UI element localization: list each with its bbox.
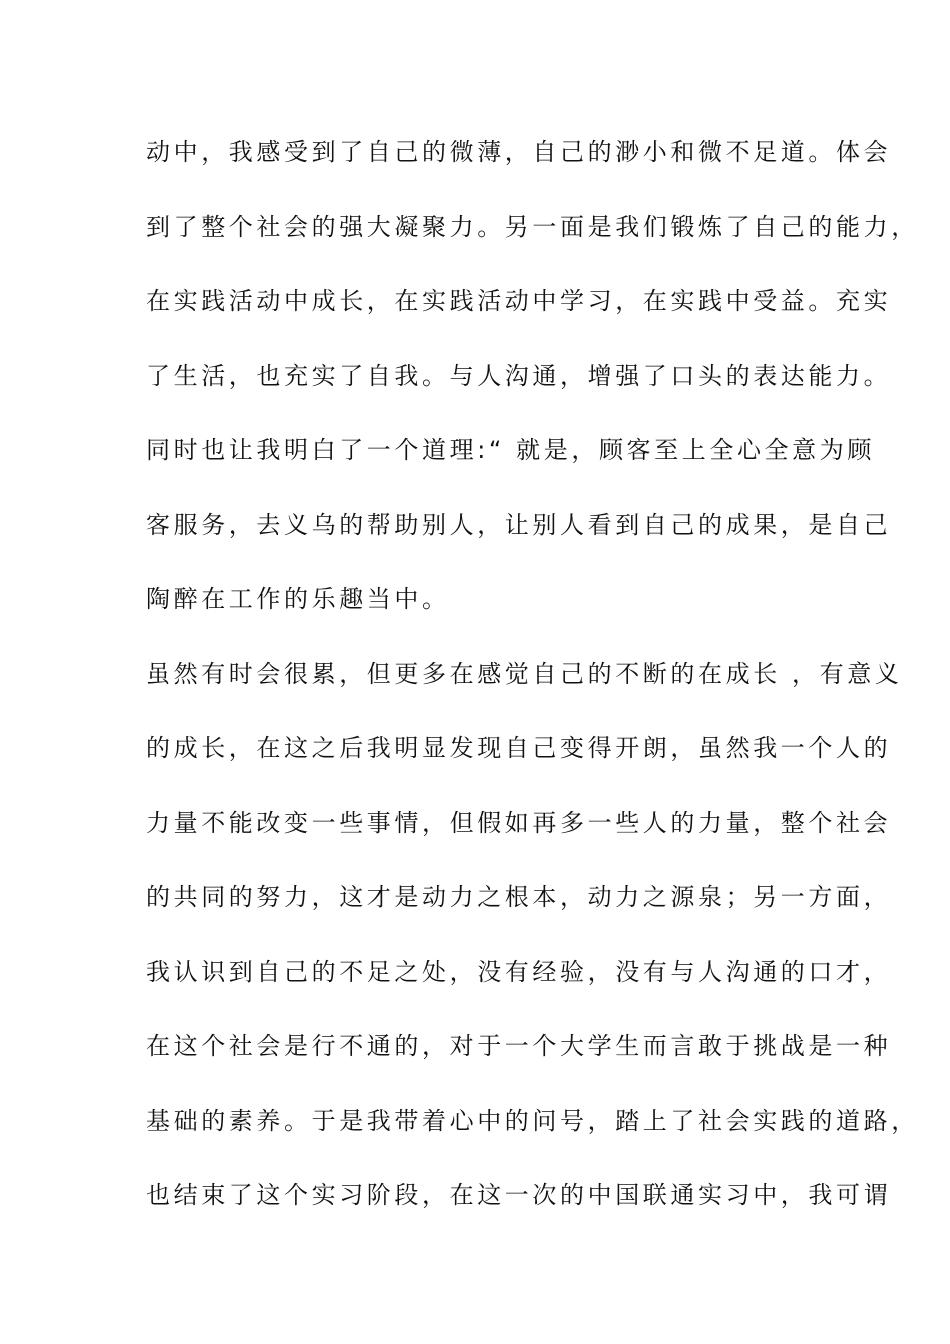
text-line: 到了整个社会的强大凝聚力。另一面是我们锻炼了自己的能力， [146, 212, 919, 241]
text-line: 基础的素养。于是我带着心中的问号，踏上了社会实践的道路， [146, 1106, 919, 1135]
text-line: 了生活，也充实了自我。与人沟通，增强了口头的表达能力。 [146, 361, 892, 390]
text-line: 在实践活动中成长，在实践活动中学习，在实践中受益。充实 [146, 287, 892, 315]
body-text [146, 128, 919, 1246]
text-line: 虽然有时会很累，但更多在感觉自己的不断的在成长 ，有意义 [146, 659, 903, 688]
text-line: 动中，我感受到了自己的微薄，自己的渺小和微不足道。体会 [146, 138, 892, 166]
text-line: 我认识到自己的不足之处，没有经验，没有与人沟通的口才， [146, 957, 892, 986]
text-line: 同时也让我明白了一个道理:“ 就是，顾客至上全心全意为顾 [146, 436, 875, 464]
text-line: 在这个社会是行不通的，对于一个大学生而言敢于挑战是一种 [146, 1032, 892, 1060]
text-line: 的成长，在这之后我明显发现自己变得开朗，虽然我一个人的 [146, 734, 892, 762]
text-line: 客服务，去义乌的帮助别人，让别人看到自己的成果，是自己 [146, 510, 892, 539]
text-line: 的共同的努力，这才是动力之根本，动力之源泉；另一方面， [146, 883, 892, 911]
text-line: 也结束了这个实习阶段，在这一次的中国联通实习中，我可谓 [146, 1181, 892, 1209]
text-line: 陶醉在工作的乐趣当中。 [146, 585, 450, 613]
text-line: 力量不能改变一些事情，但假如再多一些人的力量，整个社会 [146, 808, 892, 837]
